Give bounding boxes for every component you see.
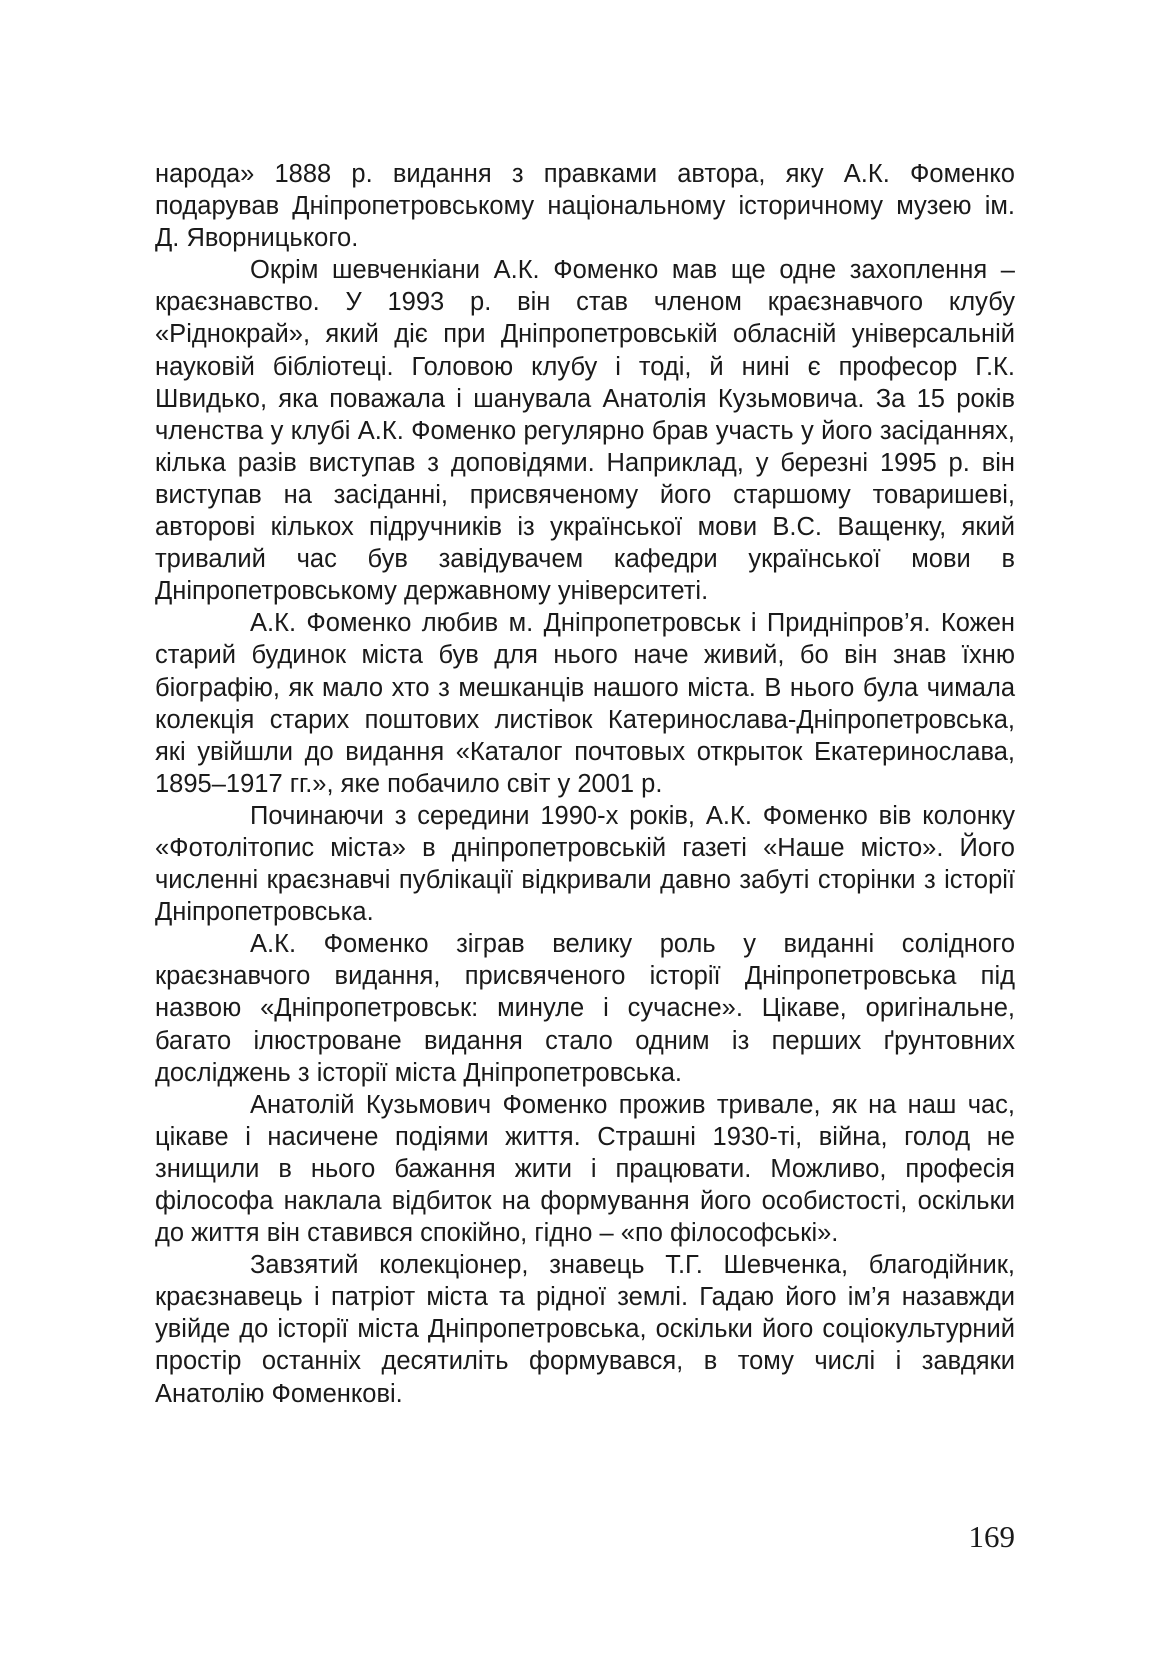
body-text	[155, 158, 1015, 1410]
page-number: 169	[968, 1519, 1015, 1554]
paragraph-continuation: народа» 1888 р. видання з правками автора, яку А.К. Фоменко подарував Дніпропетровському національному історичному музею ім. Д. Яворницького.	[155, 160, 1015, 253]
paragraph-local-history: Окрім шевченкіани А.К. Фоменко мав ще одне захоплення – краєзнавство. У 1993 р. він став членом краєзнавчого клубу «Ріднокрай», який діє при Дніпропетровській обласній універсальній науковій бібліотеці. Головою клубу і тоді, й нині є професор Г.К. Швидько, яка поважала і шанувала Анатолія Кузьмовича. За 15 років членства у клубі А.К. Фоменко регулярно брав участь у його засіданнях, кілька разів виступав з доповідями. Наприклад, у березні 1995 р. він виступав на засіданні, присвяченому його старшому товаришеві, авторові кількох підручників із української мови В.С. Ващенку, який тривалий час був завідувачем кафедри української мови в Дніпропетровському державному університеті.	[155, 256, 1015, 606]
paragraph-legacy: Завзятий колекціонер, знавець Т.Г. Шевченка, благодійник, краєзнавець і патріот міста та рідної землі. Гадаю його ім’я назавжди увійде до історії міста Дніпропетровська, оскільки його соціокультурний простір останніх десятиліть формувався, в тому числі і завдяки Анатолію Фоменкові.	[155, 1251, 1015, 1408]
paragraph-city-book: А.К. Фоменко зіграв велику роль у виданні солідного краєзнавчого видання, присвяченого історії Дніпропетровська під назвою «Дніпропетровськ: минуле і сучасне». Цікаве, оригінальне, багато ілюстроване видання стало одним із перших ґрунтовних досліджень з історії міста Дніпропетровська.	[155, 930, 1015, 1087]
paragraph-life: Анатолій Кузьмович Фоменко прожив тривале, як на наш час, цікаве і насичене подіями життя. Страшні 1930-ті, війна, голод не знищили в нього бажання жити і працювати. Можливо, професія філософа наклала відбиток на формування його особистості, оскільки до життя він ставився спокійно, гідно – «по філософські».	[155, 1090, 1015, 1248]
paragraph-postcards: А.К. Фоменко любив м. Дніпропетровськ і Придніпров’я. Кожен старий будинок міста був для нього наче живий, бо він знав їхню біографію, як мало хто з мешканців нашого міста. В нього була чимала колекція старих поштових листівок Катеринослава-Дніпропетровська, які увійшли до видання «Каталог почтовых открыток Екатеринослава, 1895–1917 гг.», яке побачило світ у 2001 р.	[155, 609, 1015, 798]
paragraph-newspaper-column: Починаючи з середини 1990-х років, А.К. Фоменко вів колонку «Фотолітопис міста» в дніпропетровській газеті «Наше місто». Його численні краєзнавчі публікації відкривали давно забуті сторінки з історії Дніпропетровська.	[155, 801, 1015, 927]
